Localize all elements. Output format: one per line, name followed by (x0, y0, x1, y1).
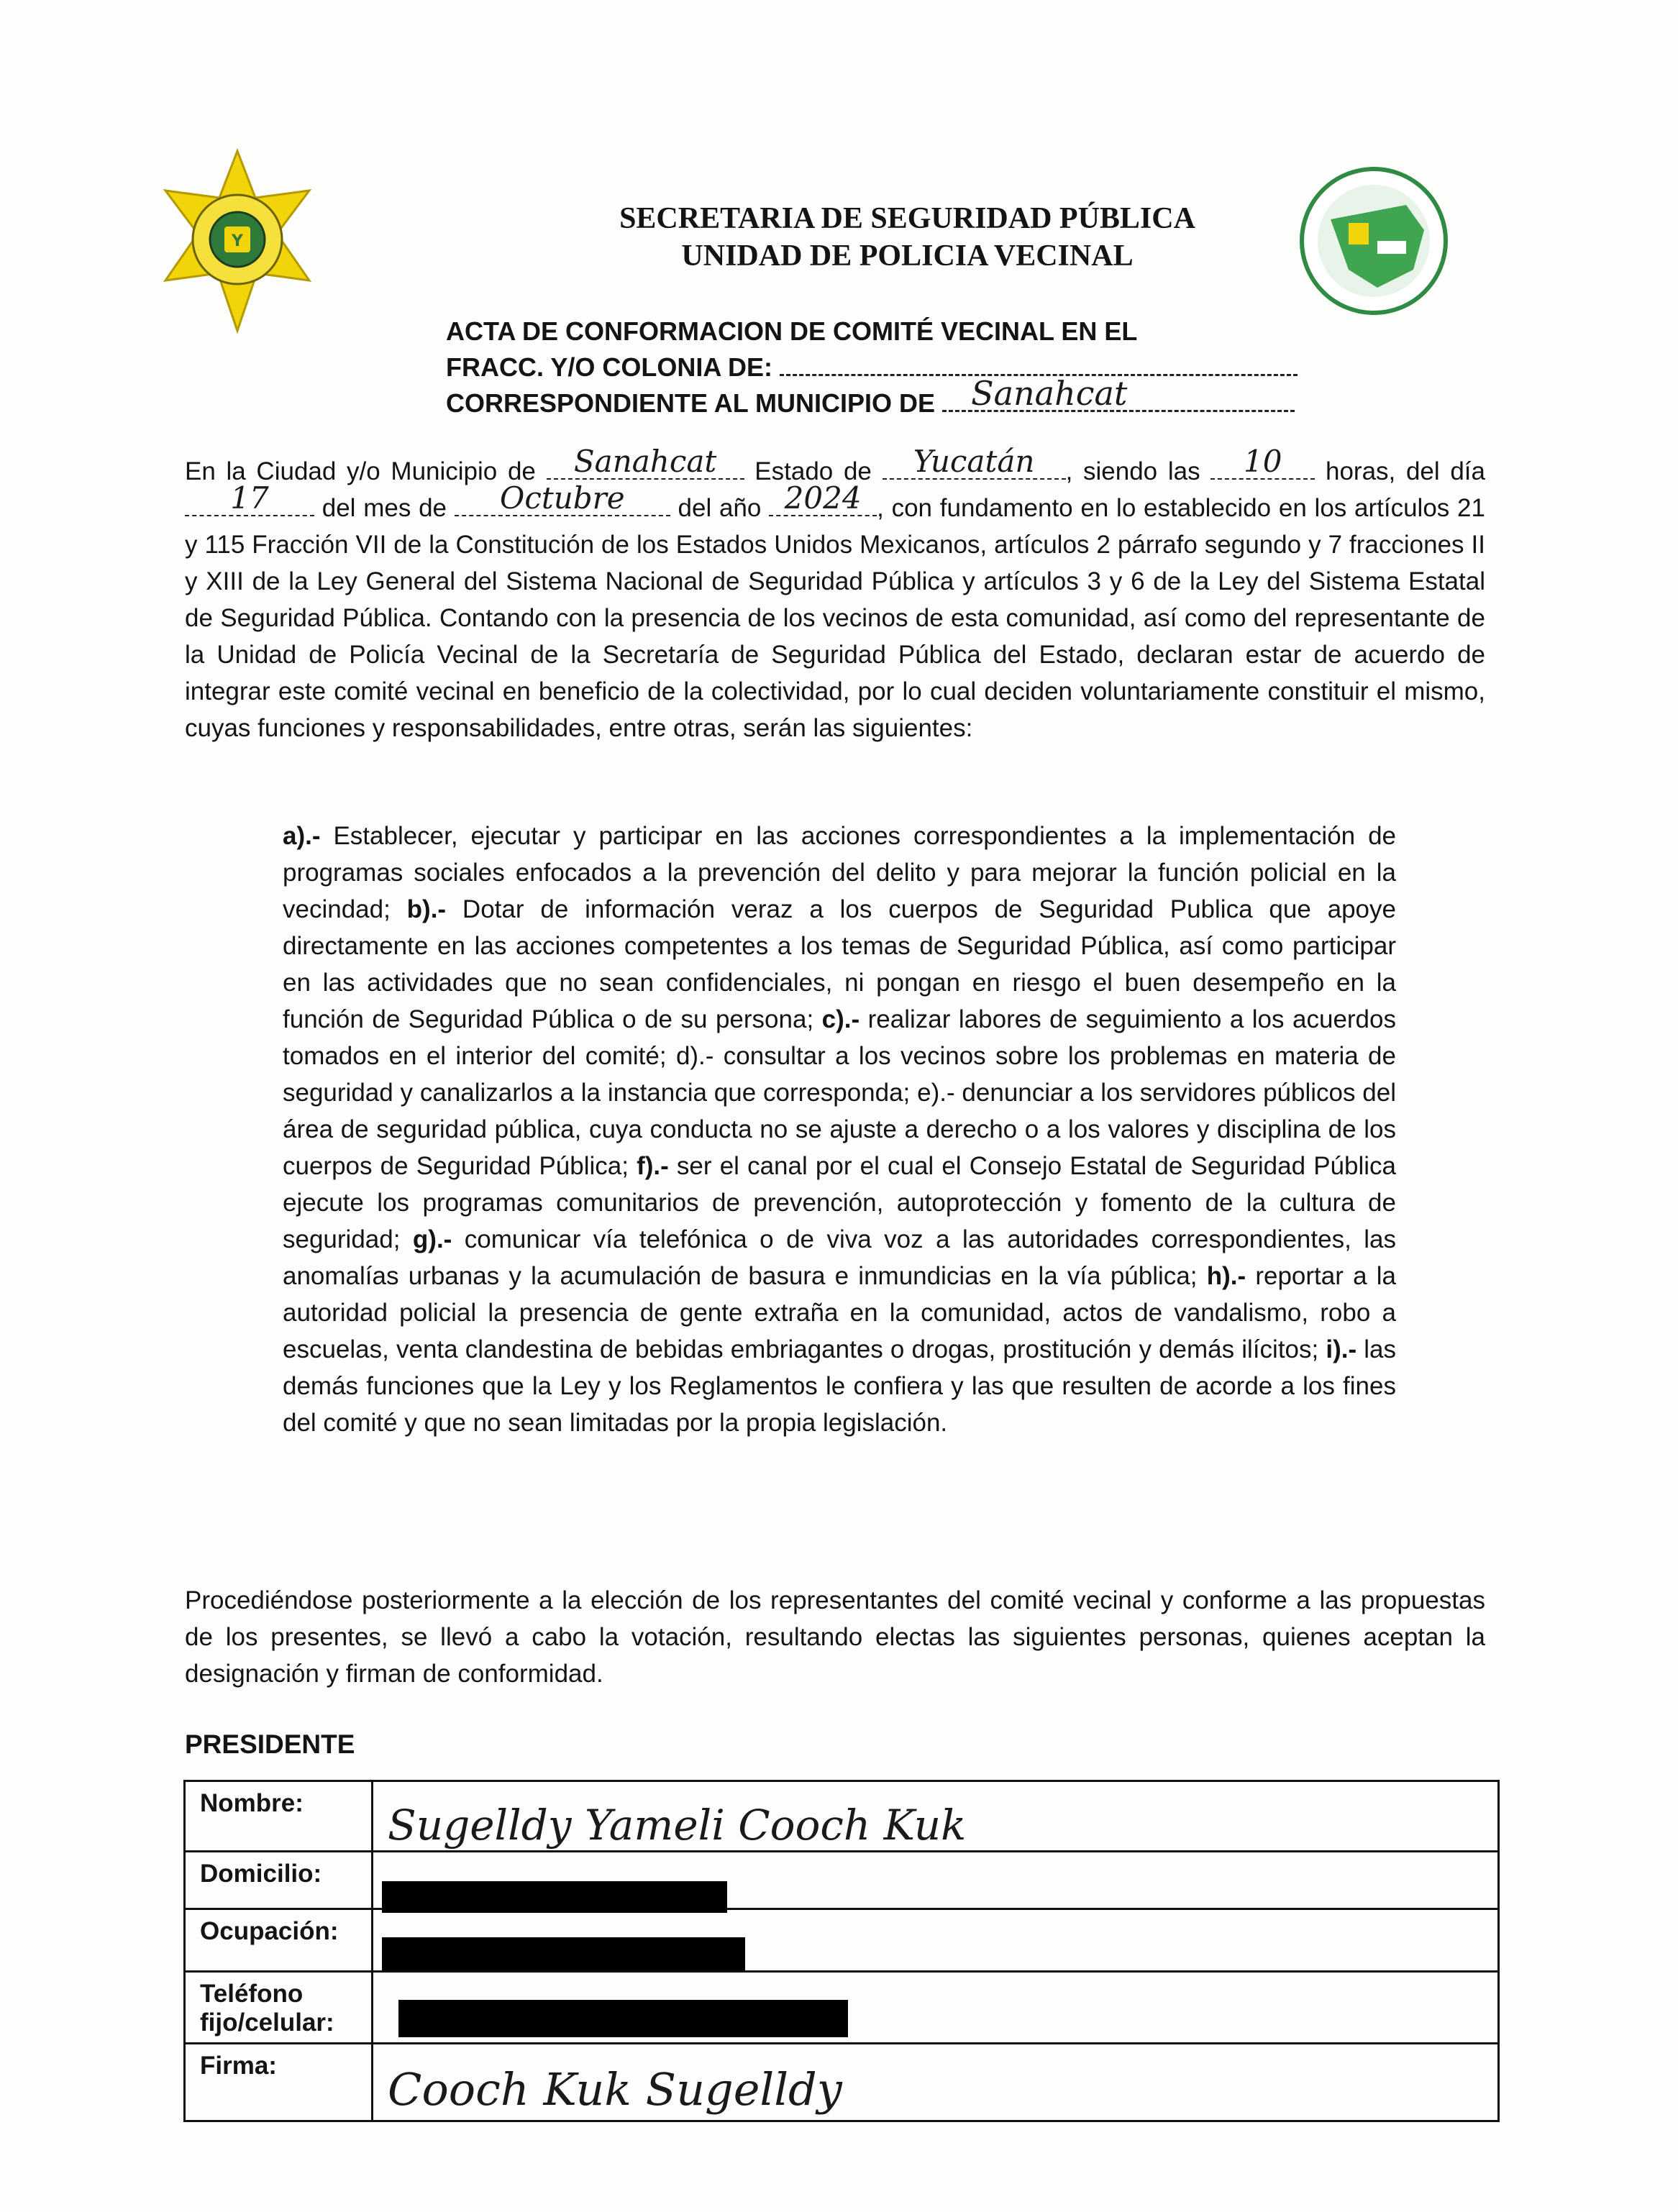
row-firma (185, 2044, 1499, 2121)
value-ocupacion (373, 1909, 1499, 1972)
label-telefono-line1: Teléfono (200, 1980, 304, 2008)
label-domicilio: Domicilio: (185, 1852, 373, 1909)
fill-anio (769, 480, 877, 516)
municipio-blank (942, 374, 1295, 413)
acta-municipio-line (446, 374, 1295, 419)
function-e-label: e).- (917, 1079, 955, 1107)
function-d-label: d).- (675, 1042, 714, 1070)
row-telefono (185, 1972, 1499, 2044)
label-firma: Firma: (185, 2044, 373, 2121)
fill-estado (883, 444, 1066, 480)
intro-text-4: horas, del día (1325, 457, 1486, 485)
value-domicilio (373, 1852, 1499, 1909)
function-d-text: consultar a los vecinos sobre los problemas en materia de seguridad y canalizarlos a la instancia que corresponda; (283, 1042, 1396, 1107)
function-h-label: h).- (1206, 1262, 1246, 1290)
value-firma (373, 2044, 1499, 2121)
election-paragraph: Procediéndose posteriormente a la elección de los representantes del comité vecinal y conforme a las propuestas de los presentes, se llevó a cabo la votación, resultando electas las siguientes personas, quienes aceptan la designación y firman de conformidad. (185, 1586, 1485, 1688)
hw-estado: Yucatán (913, 444, 1035, 479)
intro-text-3: , siendo las (1065, 457, 1200, 485)
function-a-label: a).- (283, 822, 321, 850)
acta-colonia-line (446, 352, 1298, 383)
fill-municipio (547, 444, 744, 480)
functions-paragraph (283, 818, 1396, 1441)
function-i-label: i).- (1326, 1335, 1357, 1363)
label-telefono (185, 1972, 373, 2044)
header-unidad: UNIDAD DE POLICIA VECINAL (681, 239, 1134, 273)
function-c-text: realizar labores de seguimiento a los acuerdos tomados en el interior del comité; (283, 1005, 1396, 1070)
colonia-label: FRACC. Y/O COLONIA DE: (446, 352, 773, 382)
hw-horas: 10 (1244, 444, 1282, 479)
function-f-text: ser el canal por el cual el Consejo Estatal de Seguridad Pública ejecute los programas comunitarios de prevención, autoprotección y fomento de la cultura de seguridad; (283, 1152, 1396, 1253)
hw-mes: Octubre (499, 480, 625, 516)
svg-text:Y: Y (232, 232, 243, 250)
label-telefono-line2: fijo/celular: (200, 2008, 334, 2037)
redaction-telefono (398, 2000, 848, 2037)
function-h-text: reportar a la autoridad policial la presencia de gente extraña en la comunidad, actos de vandalismo, robo a escuelas, venta clandestina de bebidas embriagantes o drogas, prostitución y demás ilícitos; (283, 1262, 1397, 1363)
intro-text-6: del año (678, 494, 762, 522)
function-b-text: Dotar de información veraz a los cuerpos de Seguridad Publica que apoye directamente en las acciones competentes a los temas de Seguridad Pública, así como participar en las actividades que no sean confidenciales, ni pongan en riesgo el buen desempeño en la función de Seguridad Pública o de su persona; (283, 895, 1396, 1033)
function-f-label: f).- (637, 1152, 669, 1180)
hw-anio: 2024 (784, 480, 862, 516)
fill-horas (1210, 444, 1315, 480)
intro-text-2: Estado de (754, 457, 872, 485)
function-g-label: g).- (412, 1225, 452, 1253)
function-a-text: Establecer, ejecutar y participar en las acciones correspondientes a la implementación de programas sociales enfocados a la prevención del delito y para mejorar la función policial en la vecindad; (283, 822, 1396, 923)
hw-nombre: Sugelldy Yameli Cooch Kuk (388, 1801, 967, 1850)
fill-mes (455, 480, 670, 516)
signature-firma: Cooch Kuk Sugelldy (388, 2063, 842, 2116)
row-domicilio (185, 1852, 1499, 1909)
function-e-text: denunciar a los servidores públicos del área de seguridad pública, cuya conducta no se ajuste a derecho o a los valores y disciplina de los cuerpos de Seguridad Pública; (283, 1079, 1397, 1180)
presidente-table (183, 1780, 1500, 2122)
function-g-text: comunicar vía telefónica o de viva voz a las autoridades correspondientes, las anomalías urbanas y la acumulación de basura e inmundicias en la vía pública; (283, 1225, 1397, 1290)
row-nombre (185, 1781, 1499, 1852)
hw-dia: 17 (230, 480, 269, 516)
redaction-ocupacion (382, 1937, 745, 1970)
function-i-text: las demás funciones que la Ley y los Reglamentos le confiera y las que resulten de acorde a los fines del comité y que no sean limitadas por la propia legislación. (283, 1335, 1397, 1437)
label-nombre: Nombre: (185, 1781, 373, 1852)
intro-paragraph (185, 444, 1486, 746)
acta-title-line1: ACTA DE CONFORMACION DE COMITÉ VECINAL EN EL (446, 316, 1138, 346)
intro-text-1: En la Ciudad y/o Municipio de (185, 457, 536, 485)
row-ocupacion (185, 1909, 1499, 1972)
hw-municipio: Sanahcat (573, 444, 717, 479)
header-secretaria: SECRETARIA DE SEGURIDAD PÚBLICA (619, 202, 1195, 235)
municipio-handwritten: Sanahcat (971, 374, 1128, 413)
presidente-heading: PRESIDENTE (185, 1729, 355, 1759)
value-nombre (373, 1781, 1499, 1852)
function-b-label: b).- (406, 895, 447, 923)
label-ocupacion: Ocupación: (185, 1909, 373, 1972)
intro-text-5: del mes de (322, 494, 447, 522)
colonia-blank (780, 352, 1298, 376)
value-telefono (373, 1972, 1499, 2044)
function-c-label: c).- (821, 1005, 860, 1033)
municipio-label: CORRESPONDIENTE AL MUNICIPIO DE (446, 388, 936, 418)
intro-text-7: , con fundamento en lo establecido en los artículos 21 y 115 Fracción VII de la Constitución de los Estados Unidos Mexicanos, artículos 2 párrafo segundo y 7 fracciones II y XIII de la Ley General del Sistema Nacional de Seguridad Pública y artículos 3 y 6 de la Ley del Sistema Estatal de Seguridad Pública. Contando con la presencia de los vecinos de esta comunidad, así como del representante de la Unidad de Policía Vecinal de la Secretaría de Seguridad Pública del Estado, declaran estar de acuerdo de integrar este comité vecinal en beneficio de la colectividad, por lo cual deciden voluntariamente constituir el mismo, cuyas funciones y responsabilidades, entre otras, serán las siguientes: (185, 494, 1485, 742)
redaction-domicilio (382, 1881, 727, 1913)
fill-dia (185, 480, 314, 516)
